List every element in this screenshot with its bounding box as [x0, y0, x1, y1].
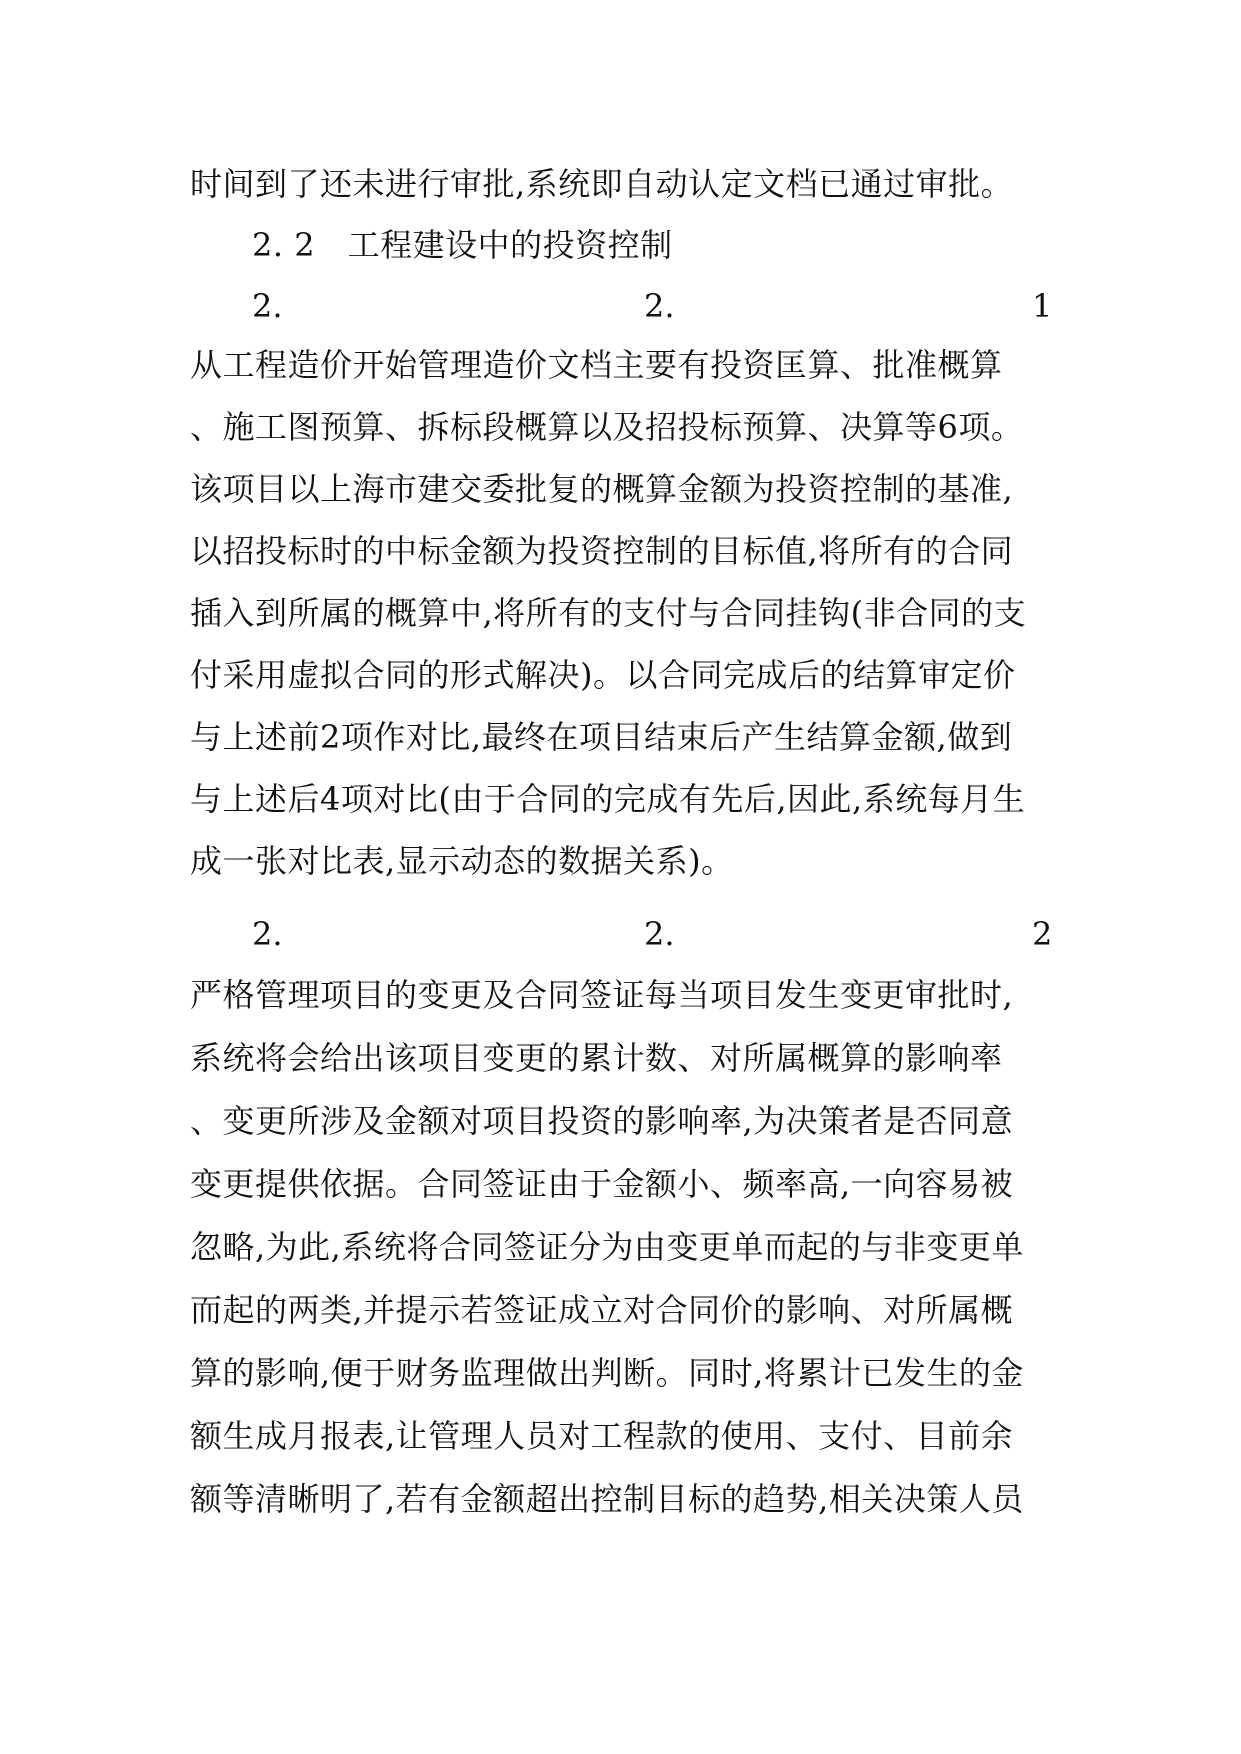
text-line: 而起的两类,并提示若签证成立对合同价的影响、对所属概 — [190, 1291, 1014, 1329]
text-line: 算的影响,便于财务监理做出判断。同时,将累计已发生的金 — [190, 1354, 1024, 1392]
section-heading: 2. 2 工程建设中的投资控制 — [252, 226, 673, 264]
text-line: 与上述前2项作对比,最终在项目结束后产生结算金额,做到 — [190, 718, 1013, 756]
numbering-part: 1 — [1032, 287, 1053, 325]
text-line: 付采用虚拟合同的形式解决)。以合同完成后的结算审定价 — [190, 656, 1016, 694]
text-line: 时间到了还未进行审批,系统即自动认定文档已通过审批。 — [190, 165, 1014, 203]
text-line: 忽略,为此,系统将合同签证分为由变更单而起的与非变更单 — [190, 1228, 1024, 1266]
text-line: 变更提供依据。合同签证由于金额小、频率高,一向容易被 — [190, 1165, 1014, 1203]
text-line: 该项目以上海市建交委批复的概算金额为投资控制的基准, — [190, 470, 1014, 508]
text-line: 以招投标时的中标金额为投资控制的目标值,将所有的合同 — [190, 532, 1014, 570]
text-line: 系统将会给出该项目变更的累计数、对所属概算的影响率 — [190, 1039, 1003, 1077]
numbering-row — [0, 286, 1241, 326]
text-line: 、施工图预算、拆标段概算以及招投标预算、决算等6项。 — [190, 408, 1024, 446]
text-line: 额生成月报表,让管理人员对工程款的使用、支付、目前余 — [190, 1417, 1014, 1455]
numbering-row — [0, 914, 1241, 954]
text-line: 、变更所涉及金额对项目投资的影响率,为决策者是否同意 — [190, 1102, 1014, 1140]
numbering-part: 2. — [252, 915, 283, 953]
numbering-part: 2. — [644, 287, 675, 325]
text-line: 成一张对比表,显示动态的数据关系)。 — [190, 842, 734, 880]
text-line: 从工程造价开始管理造价文档主要有投资匡算、批准概算 — [190, 346, 1003, 384]
numbering-part: 2. — [644, 915, 675, 953]
text-line: 严格管理项目的变更及合同签证每当项目发生变更审批时, — [190, 976, 1014, 1014]
numbering-part: 2. — [252, 287, 283, 325]
numbering-part: 2 — [1032, 915, 1053, 953]
text-line: 与上述后4项对比(由于合同的完成有先后,因此,系统每月生 — [190, 780, 1026, 818]
text-line: 额等清晰明了,若有金额超出控制目标的趋势,相关决策人员 — [190, 1480, 1024, 1518]
text-line: 插入到所属的概算中,将所有的支付与合同挂钩(非合同的支 — [190, 594, 1027, 632]
